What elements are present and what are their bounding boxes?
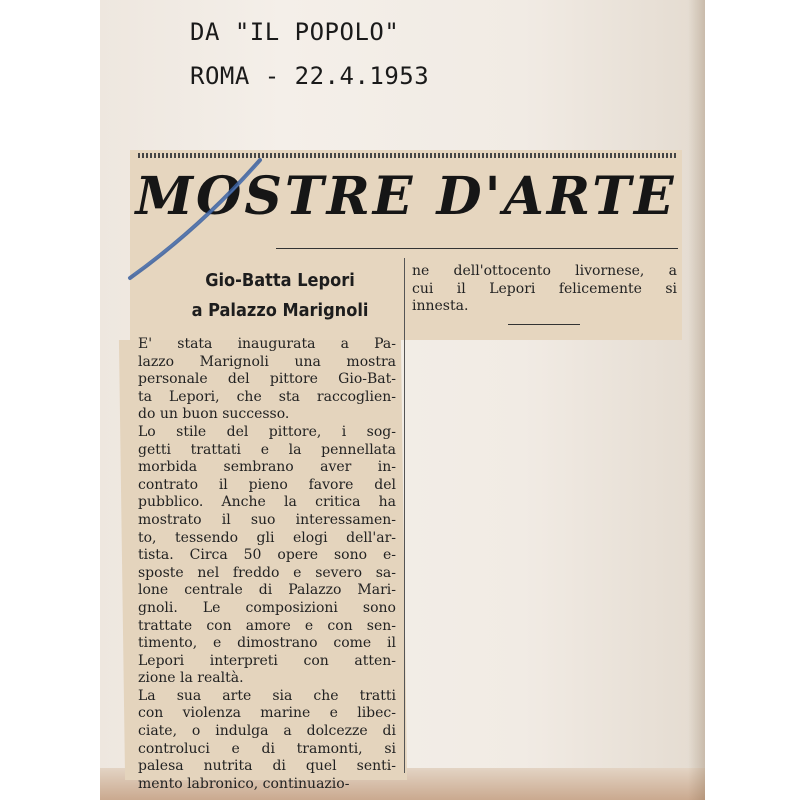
text-line: E' stata inaugurata a Pa- [138, 336, 396, 352]
text-line: Lepori interpreti con atten- [138, 652, 396, 669]
article-end-rule [508, 324, 580, 325]
text-line: pubblico. Anche la critica ha [138, 494, 396, 511]
text-line: La sua arte sia che tratti [138, 687, 396, 704]
article-subheading-line-2: a Palazzo Marignoli [191, 300, 369, 321]
text-line: ta Lepori, che sta raccoglien- [138, 388, 396, 405]
clipping-headline: MOSTRE D'ARTE [135, 166, 677, 227]
text-line: tista. Circa 50 opere sono e- [138, 547, 396, 564]
text-line: gnoli. Le composizioni sono [138, 599, 396, 616]
clipping-dotted-border [138, 153, 676, 158]
text-line: controluci e di tramonti, si [138, 740, 396, 757]
text-line: ne dell'ottocento livornese, a [412, 263, 677, 279]
text-line: contrato il pieno favore del [138, 476, 396, 493]
column-divider [404, 258, 405, 773]
text-line: timento, e dimostrano come il [138, 635, 396, 652]
text-line: morbida sembrano aver in- [138, 459, 396, 476]
text-line: Lo stile del pittore, i sog- [138, 423, 396, 440]
text-line: trattate con amore e con sen- [138, 617, 396, 634]
text-line: lone centrale di Palazzo Mari- [138, 582, 396, 599]
text-line: zione la realtà. [138, 670, 244, 687]
text-line: do un buon successo. [138, 406, 290, 423]
headline-rule [276, 248, 678, 249]
text-line: ciate, o indulga a dolcezze di [138, 723, 396, 740]
text-line: innesta. [412, 298, 469, 315]
text-line: sposte nel freddo e severo sa- [138, 564, 396, 581]
text-line: mento labronico, continuazio- [138, 775, 350, 792]
text-line: cui il Lepori felicemente si [412, 280, 677, 297]
text-line: getti trattati e la pennellata [138, 441, 396, 458]
article-subheading-line-1: Gio-Batta Lepori [205, 270, 355, 291]
text-line: personale del pittore Gio-Bat- [138, 371, 396, 388]
text-line: to, tessendo gli elogi dell'ar- [138, 529, 396, 546]
text-line: palesa nutrita di quel senti- [138, 758, 396, 775]
article-left-column [138, 336, 396, 793]
text-line: mostrato il suo interessamen- [138, 511, 396, 528]
typed-source-line: DA "IL POPOLO" [190, 18, 400, 46]
text-line: con violenza marine e libec- [138, 705, 396, 722]
typed-date-line: ROMA - 22.4.1953 [190, 62, 430, 90]
article-right-column [412, 263, 677, 316]
text-line: lazzo Marignoli una mostra [138, 353, 396, 370]
page-right-edge [688, 0, 705, 800]
